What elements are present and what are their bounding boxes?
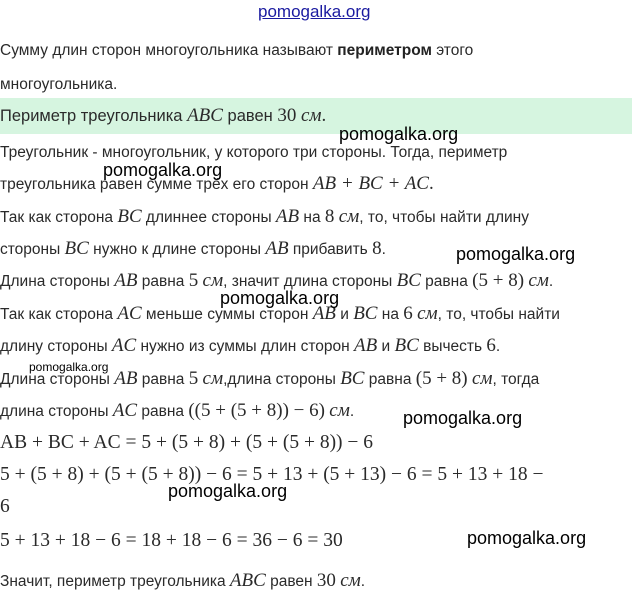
p5-text: , тогда: [492, 371, 540, 388]
math-unit: см: [417, 303, 438, 324]
given-text: Периметр треугольника: [0, 107, 188, 125]
p4-text: вычесть: [418, 338, 487, 355]
p2-text: .: [381, 241, 386, 258]
math-unit: см: [528, 270, 549, 291]
p4-text: .: [495, 338, 501, 355]
math-number: 5: [188, 270, 199, 291]
math-abc: ABC: [187, 105, 223, 126]
p4-text: , то, чтобы найти: [437, 306, 560, 323]
p5-text: .: [349, 403, 355, 420]
p2-text: стороны: [0, 241, 65, 258]
intro-line-1: [0, 40, 473, 62]
p5-text: ,длина стороны: [223, 371, 341, 388]
math-ac: AC: [112, 400, 138, 421]
watermark: pomogalka.org: [403, 408, 523, 428]
p4-text: на: [377, 306, 404, 323]
watermark: pomogalka.org: [29, 360, 109, 374]
math-number: 8: [324, 206, 335, 227]
given-text: .: [321, 105, 327, 126]
p2-line-2: [0, 238, 386, 261]
math-ab: AB: [312, 303, 336, 324]
math-number: 5: [188, 368, 199, 389]
intro-line-2: [0, 74, 117, 96]
p4-text: и: [377, 338, 395, 355]
math-bc: BC: [353, 303, 378, 324]
p4-text: нужно из суммы длин сторон: [136, 338, 355, 355]
p2-text: Так как сторона: [0, 209, 118, 226]
math-ab: AB: [275, 206, 300, 227]
p2-text: прибавить: [288, 241, 373, 258]
p5-text: равна: [137, 371, 189, 388]
math-unit: см: [300, 105, 322, 126]
p2-text: , то, чтобы найти длину: [359, 209, 529, 226]
p1-text: треугольника равен сумме трёх его сторон: [0, 176, 313, 193]
math-ab: AB: [114, 270, 138, 291]
math-bc: BC: [340, 368, 365, 389]
math-ab: AB: [114, 368, 138, 389]
math-number: 30: [316, 570, 336, 591]
math-unit: см: [340, 570, 361, 591]
p1-line-1: [0, 142, 507, 164]
p3-text: равна: [420, 273, 473, 290]
math-expression: (5 + 8): [415, 368, 468, 389]
p5-text: равна: [364, 371, 416, 388]
math-ab: AB: [354, 335, 378, 356]
p2-text: нужно к длине стороны: [88, 241, 266, 258]
p3-text: , значит длина стороны: [223, 273, 397, 290]
math-unit: см: [329, 400, 350, 421]
p2-text: на: [299, 209, 325, 226]
given-line: [0, 105, 326, 127]
intro-text: этого: [431, 42, 474, 59]
watermark: pomogalka.org: [220, 288, 340, 308]
math-expression: (5 + 8): [472, 270, 525, 291]
conclusion-text: .: [360, 573, 366, 590]
math-ab: AB: [265, 238, 289, 259]
p5-text: равна: [137, 403, 189, 420]
p2-text: длиннее стороны: [141, 209, 276, 226]
watermark: pomogalka.org: [103, 160, 223, 180]
equation-1: AB + BC + AC = 5 + (5 + 8) + (5 + (5 + 8)) − 6: [0, 432, 374, 453]
term-perimeter: периметром: [337, 42, 432, 59]
watermark: pomogalka.org: [467, 528, 587, 548]
conclusion-text: Значит, периметр треугольника: [0, 573, 230, 590]
math-expression: AB + BC + AC: [312, 173, 429, 194]
math-expression: ((5 + (5 + 8)) − 6): [188, 400, 325, 421]
p4-text: Так как сторона: [0, 306, 118, 323]
p4-text: длину стороны: [0, 338, 112, 355]
math-number: 6: [403, 303, 413, 324]
p1-text: .: [428, 173, 434, 194]
equation-2: 5 + (5 + 8) + (5 + (5 + 8)) − 6 = 5 + 13 + (5 + 13) − 6 = 5 + 13 + 18 −: [0, 464, 544, 485]
intro-text: многоугольника.: [0, 76, 118, 93]
math-ac: AC: [111, 335, 137, 356]
p5-line-2: [0, 400, 354, 423]
math-ac: AC: [117, 303, 142, 324]
math-bc: BC: [396, 270, 421, 291]
math-unit: см: [202, 368, 224, 389]
math-bc: BC: [117, 206, 142, 227]
math-bc: BC: [64, 238, 89, 259]
p3-text: .: [548, 273, 554, 290]
math-number: 6: [486, 335, 496, 356]
p2-line-1: [0, 206, 529, 229]
math-abc: ABC: [229, 570, 266, 591]
p4-text: меньше суммы сторон: [141, 306, 313, 323]
conclusion-line: [0, 570, 365, 593]
given-text: равен: [222, 107, 278, 125]
conclusion-text: равен: [265, 573, 317, 590]
math-number: 30: [277, 105, 297, 126]
p5-text: Длина стороны: [0, 371, 115, 388]
p3-text: равна: [137, 273, 189, 290]
watermark: pomogalka.org: [339, 124, 459, 144]
watermark-link[interactable]: pomogalka.org: [258, 2, 371, 21]
intro-text: Сумму длин сторон многоугольника называют: [0, 42, 338, 59]
math-unit: см: [202, 270, 224, 291]
math-bc: BC: [394, 335, 419, 356]
watermark: pomogalka.org: [168, 481, 288, 501]
math-number: 8: [372, 238, 382, 259]
watermark: pomogalka.org: [456, 244, 576, 264]
p1-text: Треугольник - многоугольник, у которого три стороны. Тогда, периметр: [0, 144, 508, 161]
p5-text: длина стороны: [0, 403, 113, 420]
equation-3: 5 + 13 + 18 − 6 = 18 + 18 − 6 = 36 − 6 = 30: [0, 530, 343, 551]
p3-text: Длина стороны: [0, 273, 115, 290]
math-unit: см: [338, 206, 360, 227]
math-unit: см: [471, 368, 493, 389]
p4-line-2: [0, 335, 500, 358]
equation-2-continued: 6: [0, 496, 10, 517]
p4-text: и: [335, 306, 354, 323]
